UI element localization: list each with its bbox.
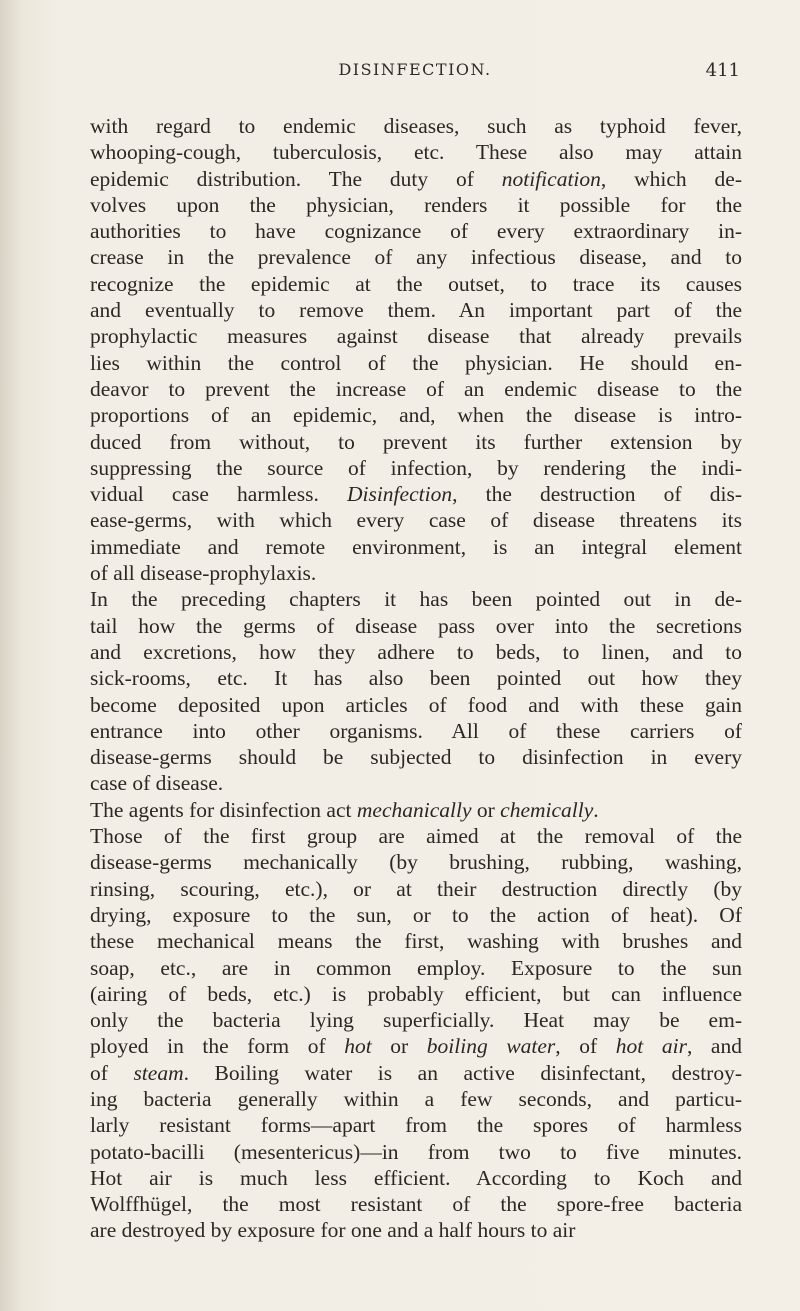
text-segment: ployed in the form of — [90, 1034, 345, 1059]
text-line: these mechanical means the first, washing with brushes and — [90, 929, 742, 954]
page-number: 411 — [705, 60, 740, 81]
text-line: disease-germs mechanically (by brushing, rubbing, washing, — [90, 850, 742, 875]
text-line: whooping-cough, tuberculosis, etc. These also may attain — [90, 140, 742, 165]
italic-term: chemically — [500, 797, 594, 822]
text-line: recognize the epidemic at the outset, to trace its causes — [90, 271, 742, 296]
text-line: In the preceding chapters it has been pointed out in de- — [90, 587, 742, 612]
italic-term: Disinfection — [346, 482, 453, 507]
text-line: are destroyed by exposure for one and a half hours to air — [90, 1218, 576, 1243]
text-line — [90, 481, 742, 507]
text-line: and eventually to remove them. An important part of the — [90, 298, 742, 323]
text-segment: epidemic distribution. The duty of — [90, 166, 502, 191]
page-header — [90, 60, 740, 88]
italic-term: mechanically — [356, 797, 472, 822]
text-line: tail how the germs of disease pass over into the secretions — [90, 613, 742, 638]
text-line: lies within the control of the physician. He should en- — [90, 350, 742, 375]
text-line: crease in the prevalence of any infectious disease, and to — [90, 245, 742, 270]
text-line: suppressing the source of infection, by rendering the indi- — [90, 455, 742, 480]
text-line: Those of the first group are aimed at the removal of the — [90, 824, 742, 849]
text-line: of all disease-prophylaxis. — [90, 561, 317, 586]
text-segment: . Boiling water is an active disinfectant, destroy- — [183, 1060, 742, 1085]
text-line: Wolffhügel, the most resistant of the spore-free bacteria — [90, 1192, 742, 1217]
text-segment: or — [371, 1034, 427, 1059]
text-line — [90, 1060, 742, 1086]
text-line: proportions of an epidemic, and, when the disease is intro- — [90, 403, 742, 428]
text-line — [90, 797, 742, 823]
text-segment: The agents for disinfection act — [90, 797, 357, 822]
text-line: and excretions, how they adhere to beds, to linen, and to — [90, 639, 742, 664]
text-line: deavor to prevent the increase of an endemic disease to the — [90, 376, 742, 401]
italic-term: steam — [133, 1060, 184, 1085]
text-segment: or — [471, 797, 501, 822]
text-segment: , of — [555, 1034, 616, 1059]
running-head: DISINFECTION. — [338, 60, 492, 79]
italic-term: hot — [344, 1034, 372, 1059]
body-text — [90, 113, 742, 1244]
text-line: case of disease. — [90, 771, 224, 796]
text-line — [90, 1033, 742, 1059]
text-line: only the bacteria lying superficially. Heat may be em- — [90, 1008, 742, 1033]
text-segment: , the destruction of dis- — [452, 482, 742, 507]
text-line: volves upon the physician, renders it possible for the — [90, 192, 742, 217]
text-line: authorities to have cognizance of every extraordinary in- — [90, 219, 742, 244]
text-line: duced from without, to prevent its further extension by — [90, 429, 742, 454]
text-line: ing bacteria generally within a few seconds, and particu- — [90, 1086, 742, 1111]
text-line: entrance into other organisms. All of these carriers of — [90, 718, 742, 743]
text-line: rinsing, scouring, etc.), or at their destruction directly (by — [90, 876, 742, 901]
text-line — [90, 166, 742, 192]
text-line: potato-bacilli (mesentericus)—in from two to five minutes. — [90, 1139, 742, 1164]
italic-term: hot air — [615, 1034, 687, 1059]
text-line: immediate and remote environment, is an integral element — [90, 534, 742, 559]
text-line: drying, exposure to the sun, or to the action of heat). Of — [90, 902, 742, 927]
italic-term: boiling water — [426, 1034, 556, 1059]
text-line: disease-germs should be subjected to disinfection in every — [90, 745, 742, 770]
text-line: Hot air is much less efficient. According to Koch and — [90, 1165, 742, 1190]
text-segment: , which de- — [600, 166, 742, 191]
text-line: ease-germs, with which every case of disease threatens its — [90, 508, 742, 533]
text-line: sick-rooms, etc. It has also been pointed out how they — [90, 666, 742, 691]
italic-term: notification — [501, 166, 601, 191]
text-line: become deposited upon articles of food and with these gain — [90, 692, 742, 717]
text-segment: . — [593, 797, 599, 822]
text-segment: , and — [686, 1034, 742, 1059]
text-line: prophylactic measures against disease that already prevails — [90, 324, 742, 349]
text-segment: vidual case harmless. — [90, 482, 347, 507]
text-line: (airing of beds, etc.) is probably efficient, but can influence — [90, 981, 742, 1006]
text-line: larly resistant forms—apart from the spores of harmless — [90, 1113, 742, 1138]
text-line: soap, etc., are in common employ. Exposure to the sun — [90, 955, 742, 980]
text-segment: of — [90, 1060, 134, 1085]
text-line: with regard to endemic diseases, such as typhoid fever, — [90, 114, 742, 138]
